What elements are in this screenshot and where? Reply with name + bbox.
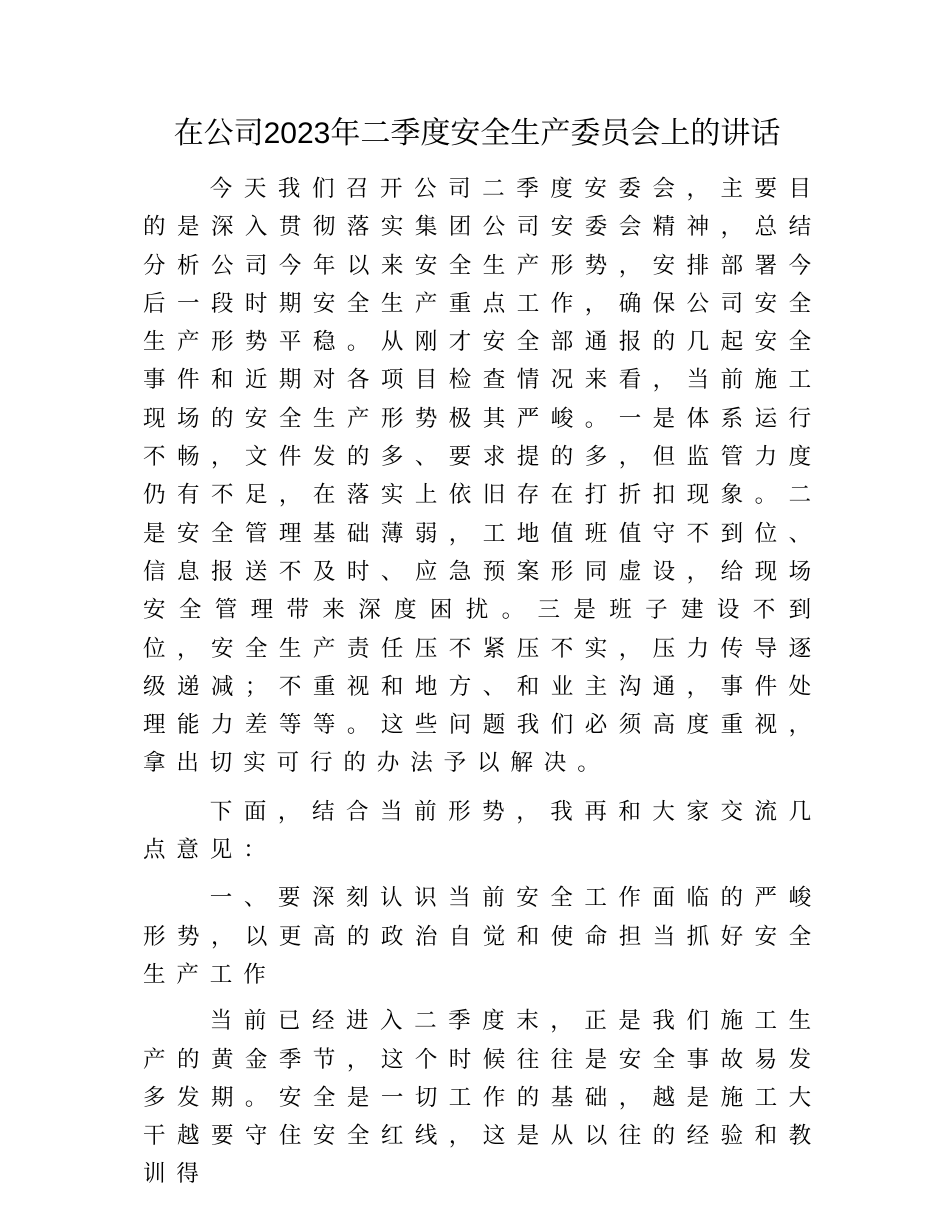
paragraph-transition: 下面，结合当前形势，我再和大家交流几点意见：: [143, 798, 822, 864]
section-heading-1: 一、要深刻认识当前安全工作面临的严峻形势，以更高的政治自觉和使命担当抓好安全生产工作: [143, 885, 822, 988]
document-page: [143, 112, 822, 1194]
paragraph-intro: 今天我们召开公司二季度安委会，主要目的是深入贯彻落实集团公司安委会精神，总结分析公司今年以来安全生产形势，安排部署今后一段时期安全生产重点工作，确保公司安全生产形势平稳。从刚才安全部通报的几起安全事件和近期对各项目检查情况来看，当前施工现场的安全生产形势极其严峻。一是体系运行不畅，文件发的多、要求提的多，但监管力度仍有不足，在落实上依旧存在打折扣现象。二是安全管理基础薄弱，工地值班值守不到位、信息报送不及时、应急预案形同虚设，给现场安全管理带来深度困扰。三是班子建设不到位，安全生产责任压不紧压不实，压力传导逐级递减；不重视和地方、和业主沟通，事件处理能力差等等。这些问题我们必须高度重视，拿出切实可行的办法予以解决。: [143, 176, 822, 777]
paragraph-section-1: 当前已经进入二季度末，正是我们施工生产的黄金季节，这个时候往往是安全事故易发多发期。安全是一切工作的基础，越是施工大干越要守住安全红线，这是从以往的经验和教训得: [143, 1008, 822, 1188]
document-title: 在公司2023年二季度安全生产委员会上的讲话: [173, 117, 781, 150]
